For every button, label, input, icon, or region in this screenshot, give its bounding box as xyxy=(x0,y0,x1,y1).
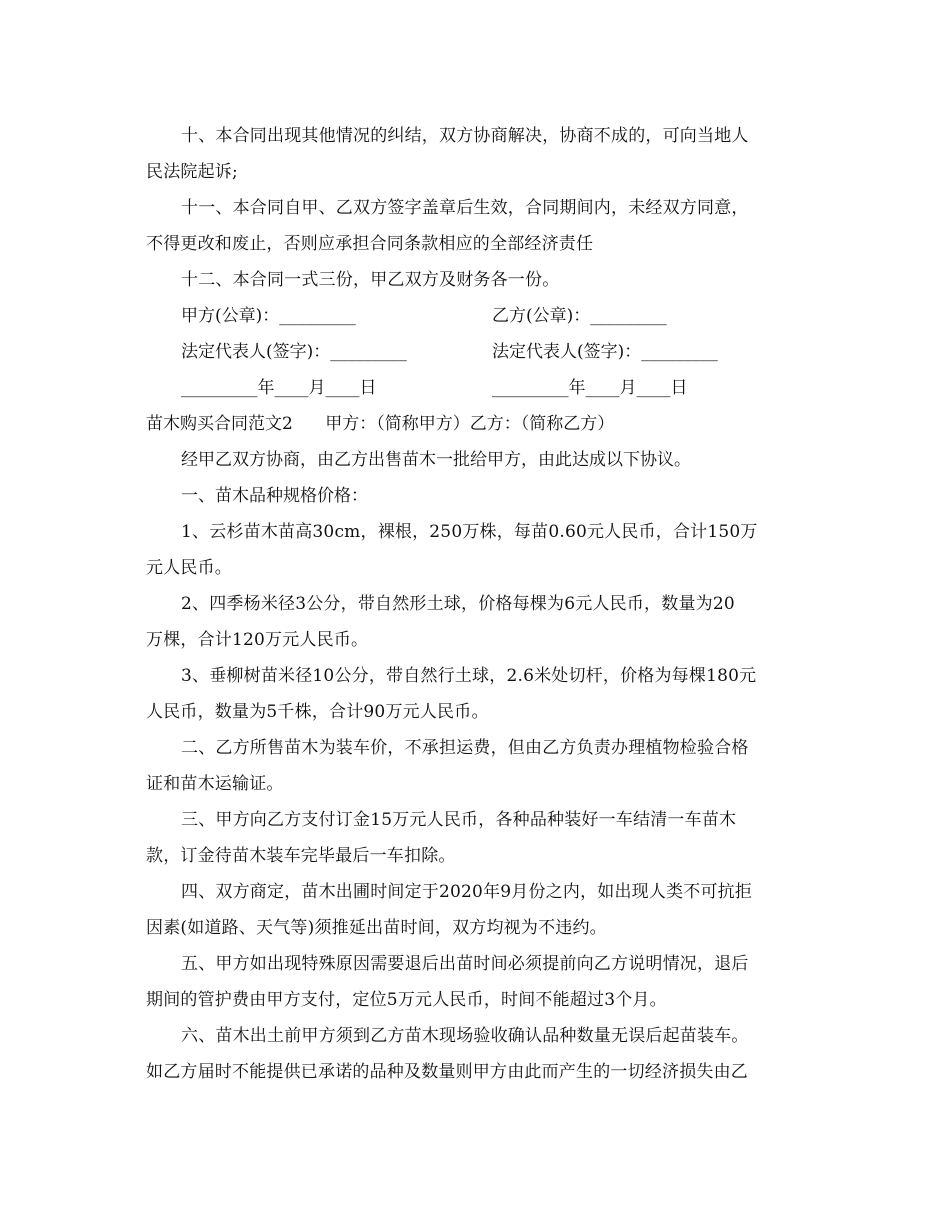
section-3 xyxy=(146,812,806,865)
item-3-line-2: 人民币，数量为5千株，合计90万元人民币。 xyxy=(146,702,489,722)
second-contract-title: 苗木购买合同范文2 甲方：（简称甲方）乙方：（简称乙方） xyxy=(146,414,615,434)
section-6-line-1: 六、苗木出土前甲方须到乙方苗木现场验收确认品种数量无误后起苗装车。 xyxy=(181,1026,749,1046)
section-4 xyxy=(146,884,806,937)
section-6-line-2: 如乙方届时不能提供已承诺的品种及数量则甲方由此而产生的一切经济损失由乙 xyxy=(146,1062,748,1082)
clause-11-line-1: 十一、本合同自甲、乙双方签字盖章后生效，合同期间内，未经双方同意， xyxy=(181,198,749,218)
clause-11-line-2: 不得更改和废止，否则应承担合同条款相应的全部经济责任 xyxy=(146,234,594,254)
clause-12 xyxy=(146,272,806,289)
clause-12-line-1: 十二、本合同一式三份，甲乙双方及财务各一份。 xyxy=(181,270,560,290)
section-1-title: 一、苗木品种规格价格： xyxy=(181,486,368,506)
section-2-line-1: 二、乙方所售苗木为装车价，不承担运费，但由乙方负责办理植物检验合格 xyxy=(181,738,749,758)
party-b-rep: 法定代表人(签字)：_________ xyxy=(492,342,718,362)
signature-rep-row xyxy=(146,344,806,361)
section-6 xyxy=(146,1028,806,1081)
section-2 xyxy=(146,740,806,793)
item-1-line-2: 元人民币。 xyxy=(146,558,232,578)
clause-10-line-2: 民法院起诉; xyxy=(146,162,238,182)
signature-seal-row xyxy=(146,308,806,325)
party-a-rep: 法定代表人(签字)：_________ xyxy=(181,342,407,362)
item-3-line-1: 3、垂柳树苗米径10公分，带自然行土球，2.6米处切杆，价格为每棵180元 xyxy=(181,666,757,686)
section-5 xyxy=(146,956,806,1009)
clause-11 xyxy=(146,200,806,253)
section-3-line-2: 款，订金待苗木装车完毕最后一车扣除。 xyxy=(146,846,456,866)
section-2-line-2: 证和苗木运输证。 xyxy=(146,774,284,794)
section-5-line-2: 期间的管护费由甲方支付，定位5万元人民币，时间不能超过3个月。 xyxy=(146,990,667,1010)
item-2-line-1: 2、四季杨米径3公分，带自然形土球，价格每棵为6元人民币，数量为20 xyxy=(181,594,735,614)
item-2 xyxy=(146,596,806,649)
party-a-seal: 甲方(公章)：_________ xyxy=(181,306,356,326)
section-3-line-1: 三、甲方向乙方支付订金15万元人民币，各种品种装好一车结清一车苗木 xyxy=(181,810,737,830)
intro: 经甲乙双方协商，由乙方出售苗木一批给甲方，由此达成以下协议。 xyxy=(181,450,691,470)
section-4-line-1: 四、双方商定，苗木出圃时间定于2020年9月份之内，如出现人类不可抗拒 xyxy=(181,882,753,902)
item-1 xyxy=(146,524,806,577)
item-2-line-2: 万棵，合计120万元人民币。 xyxy=(146,630,369,650)
party-b-seal: 乙方(公章)：_________ xyxy=(492,306,667,326)
party-a-date: _________年____月____日 xyxy=(181,378,377,398)
signature-date-row xyxy=(146,380,806,397)
item-1-line-1: 1、云杉苗木苗高30cm，裸根，250万株，每苗0.60元人民币，合计150万 xyxy=(181,522,758,542)
section-5-line-1: 五、甲方如出现特殊原因需要退后出苗时间必须提前向乙方说明情况，退后 xyxy=(181,954,749,974)
item-3 xyxy=(146,668,806,721)
document-page xyxy=(146,128,806,1100)
section-4-line-2: 因素(如道路、天气等)须推延出苗时间，双方均视为不违约。 xyxy=(146,918,607,938)
clause-10 xyxy=(146,128,806,181)
party-b-date: _________年____月____日 xyxy=(492,378,688,398)
clause-10-line-1: 十、本合同出现其他情况的纠结，双方协商解决，协商不成的，可向当地人 xyxy=(181,126,749,146)
